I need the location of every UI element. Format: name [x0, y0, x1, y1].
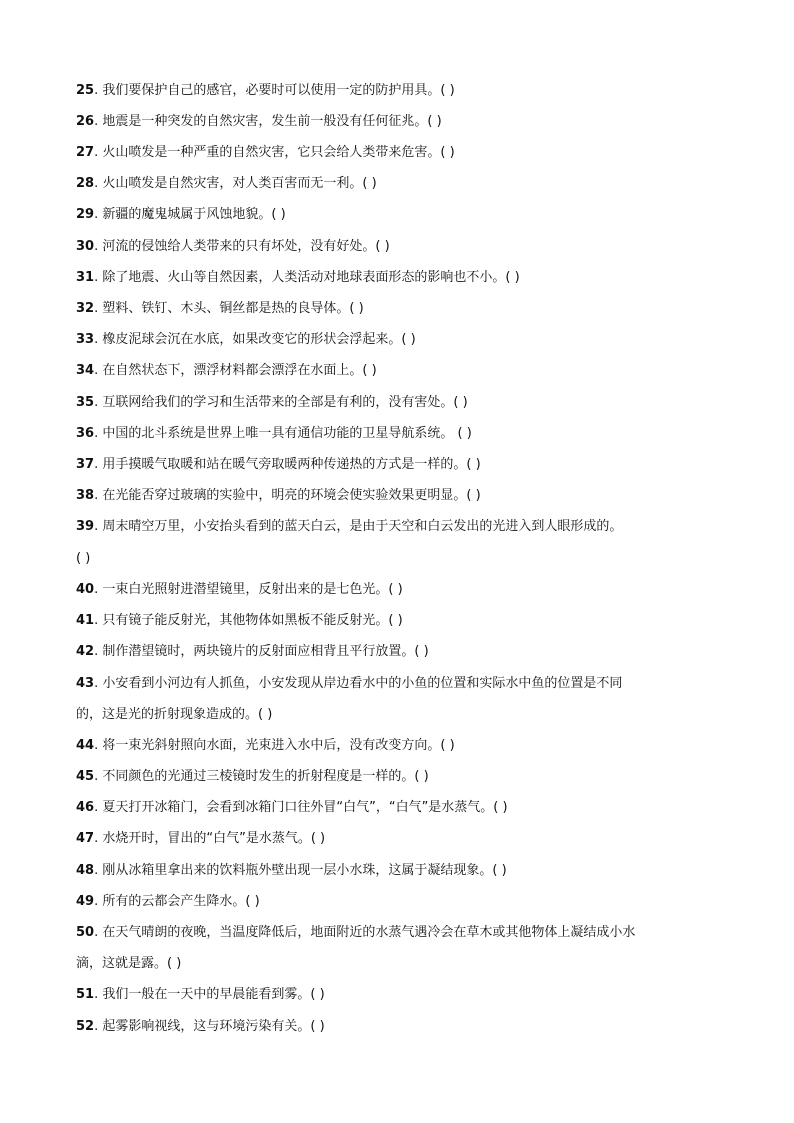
- question-text: . 地震是一种突发的自然灾害，发生前一般没有任何征兆。( ): [94, 114, 442, 129]
- question-text: . 新疆的魔鬼城属于风蚀地貌。( ): [94, 207, 286, 222]
- question-26: [76, 113, 442, 131]
- question-text: . 所有的云都会产生降水。( ): [94, 894, 260, 909]
- question-text: . 水烧开时，冒出的“白气”是水蒸气。( ): [94, 831, 326, 846]
- question-48: [76, 862, 507, 880]
- question-number: 52: [76, 1019, 95, 1034]
- question-number: 34: [76, 363, 95, 378]
- question-text: . 在天气晴朗的夜晚，当温度降低后，地面附近的水蒸气遇冷会在草木或其他物体上凝结成小水: [94, 925, 636, 940]
- question-47: [76, 830, 325, 848]
- question-number: 36: [76, 426, 95, 441]
- question-number: 51: [76, 987, 95, 1002]
- question-27: [76, 144, 455, 162]
- question-number: 30: [76, 239, 95, 254]
- question-text: . 中国的北斗系统是世界上唯一具有通信功能的卫星导航系统。 ( ): [94, 426, 472, 441]
- question-text: . 除了地震、火山等自然因素，人类活动对地球表面形态的影响也不小。( ): [94, 270, 520, 285]
- question-text: . 互联网给我们的学习和生活带来的全部是有利的，没有害处。( ): [94, 395, 468, 410]
- question-38: [76, 487, 481, 505]
- question-number: 50: [76, 925, 95, 940]
- question-number: 28: [76, 176, 95, 191]
- question-number: 32: [76, 301, 95, 316]
- question-number: 35: [76, 395, 95, 410]
- question-39-continuation: ( ): [76, 551, 91, 566]
- question-number: 44: [76, 738, 95, 753]
- question-36: [76, 425, 472, 443]
- question-number: 47: [76, 831, 95, 846]
- question-text: . 将一束光斜射照向水面，光束进入水中后，没有改变方向。( ): [94, 738, 455, 753]
- question-text: . 刚从冰箱里拿出来的饮料瓶外壁出现一层小水珠，这属于凝结现象。( ): [94, 863, 507, 878]
- question-number: 26: [76, 114, 95, 129]
- question-29: [76, 206, 286, 224]
- question-number: 33: [76, 332, 95, 347]
- question-34: [76, 362, 377, 380]
- question-35: [76, 394, 468, 412]
- question-number: 48: [76, 863, 95, 878]
- question-42: [76, 643, 429, 661]
- question-text: . 一束白光照射进潜望镜里，反射出来的是七色光。( ): [94, 582, 403, 597]
- question-51: [76, 986, 325, 1004]
- question-number: 40: [76, 582, 95, 597]
- question-number: 41: [76, 613, 95, 628]
- question-text: . 火山喷发是一种严重的自然灾害，它只会给人类带来危害。( ): [94, 145, 455, 160]
- question-45: [76, 768, 429, 786]
- question-number: 31: [76, 270, 95, 285]
- question-50-continuation: 滴，这就是露。( ): [76, 956, 182, 971]
- question-32: [76, 300, 364, 318]
- question-33: [76, 331, 416, 349]
- question-text: . 我们要保护自己的感官，必要时可以使用一定的防护用具。( ): [94, 83, 455, 98]
- question-28: [76, 175, 377, 193]
- question-number: 46: [76, 800, 95, 815]
- question-number: 49: [76, 894, 95, 909]
- question-number: 39: [76, 519, 95, 534]
- question-text: . 在自然状态下，漂浮材料都会漂浮在水面上。( ): [94, 363, 377, 378]
- question-text: . 我们一般在一天中的早晨能看到雾。( ): [94, 987, 325, 1002]
- question-text: . 火山喷发是自然灾害，对人类百害而无一利。( ): [94, 176, 377, 191]
- question-number: 37: [76, 457, 95, 472]
- question-text: . 不同颜色的光通过三棱镜时发生的折射程度是一样的。( ): [94, 769, 429, 784]
- question-39: [76, 518, 622, 536]
- question-text: . 制作潜望镜时，两块镜片的反射面应相背且平行放置。( ): [94, 644, 429, 659]
- question-text: . 只有镜子能反射光，其他物体如黑板不能反射光。( ): [94, 613, 403, 628]
- question-text: . 夏天打开冰箱门，会看到冰箱门口往外冒“白气”，“白气”是水蒸气。( ): [94, 800, 508, 815]
- question-41: [76, 612, 403, 630]
- question-number: 25: [76, 83, 95, 98]
- question-31: [76, 269, 520, 287]
- question-43: [76, 675, 622, 693]
- question-number: 27: [76, 145, 95, 160]
- question-37: [76, 456, 481, 474]
- question-text: . 在光能否穿过玻璃的实验中，明亮的环境会使实验效果更明显。( ): [94, 488, 481, 503]
- question-50: [76, 924, 635, 942]
- question-49: [76, 893, 260, 911]
- question-52: [76, 1018, 325, 1036]
- question-text: . 塑料、铁钉、木头、铜丝都是热的良导体。( ): [94, 301, 364, 316]
- question-text: . 周末晴空万里，小安抬头看到的蓝天白云，是由于天空和白云发出的光进入到人眼形成的。: [94, 519, 623, 534]
- question-number: 38: [76, 488, 95, 503]
- question-46: [76, 799, 508, 817]
- question-text: . 河流的侵蚀给人类带来的只有坏处，没有好处。( ): [94, 239, 390, 254]
- question-number: 42: [76, 644, 95, 659]
- question-43-continuation: 的，这是光的折射现象造成的。( ): [76, 707, 273, 722]
- question-number: 45: [76, 769, 95, 784]
- question-text: . 起雾影响视线，这与环境污染有关。( ): [94, 1019, 325, 1034]
- question-44: [76, 737, 455, 755]
- question-number: 43: [76, 676, 95, 691]
- question-text: . 橡皮泥球会沉在水底，如果改变它的形状会浮起来。( ): [94, 332, 416, 347]
- question-number: 29: [76, 207, 95, 222]
- question-30: [76, 238, 390, 256]
- question-text: . 用手摸暖气取暖和站在暖气旁取暖两种传递热的方式是一样的。( ): [94, 457, 481, 472]
- question-40: [76, 581, 403, 599]
- question-25: [76, 82, 455, 100]
- question-text: . 小安看到小河边有人抓鱼，小安发现从岸边看水中的小鱼的位置和实际水中鱼的位置是不同: [94, 676, 623, 691]
